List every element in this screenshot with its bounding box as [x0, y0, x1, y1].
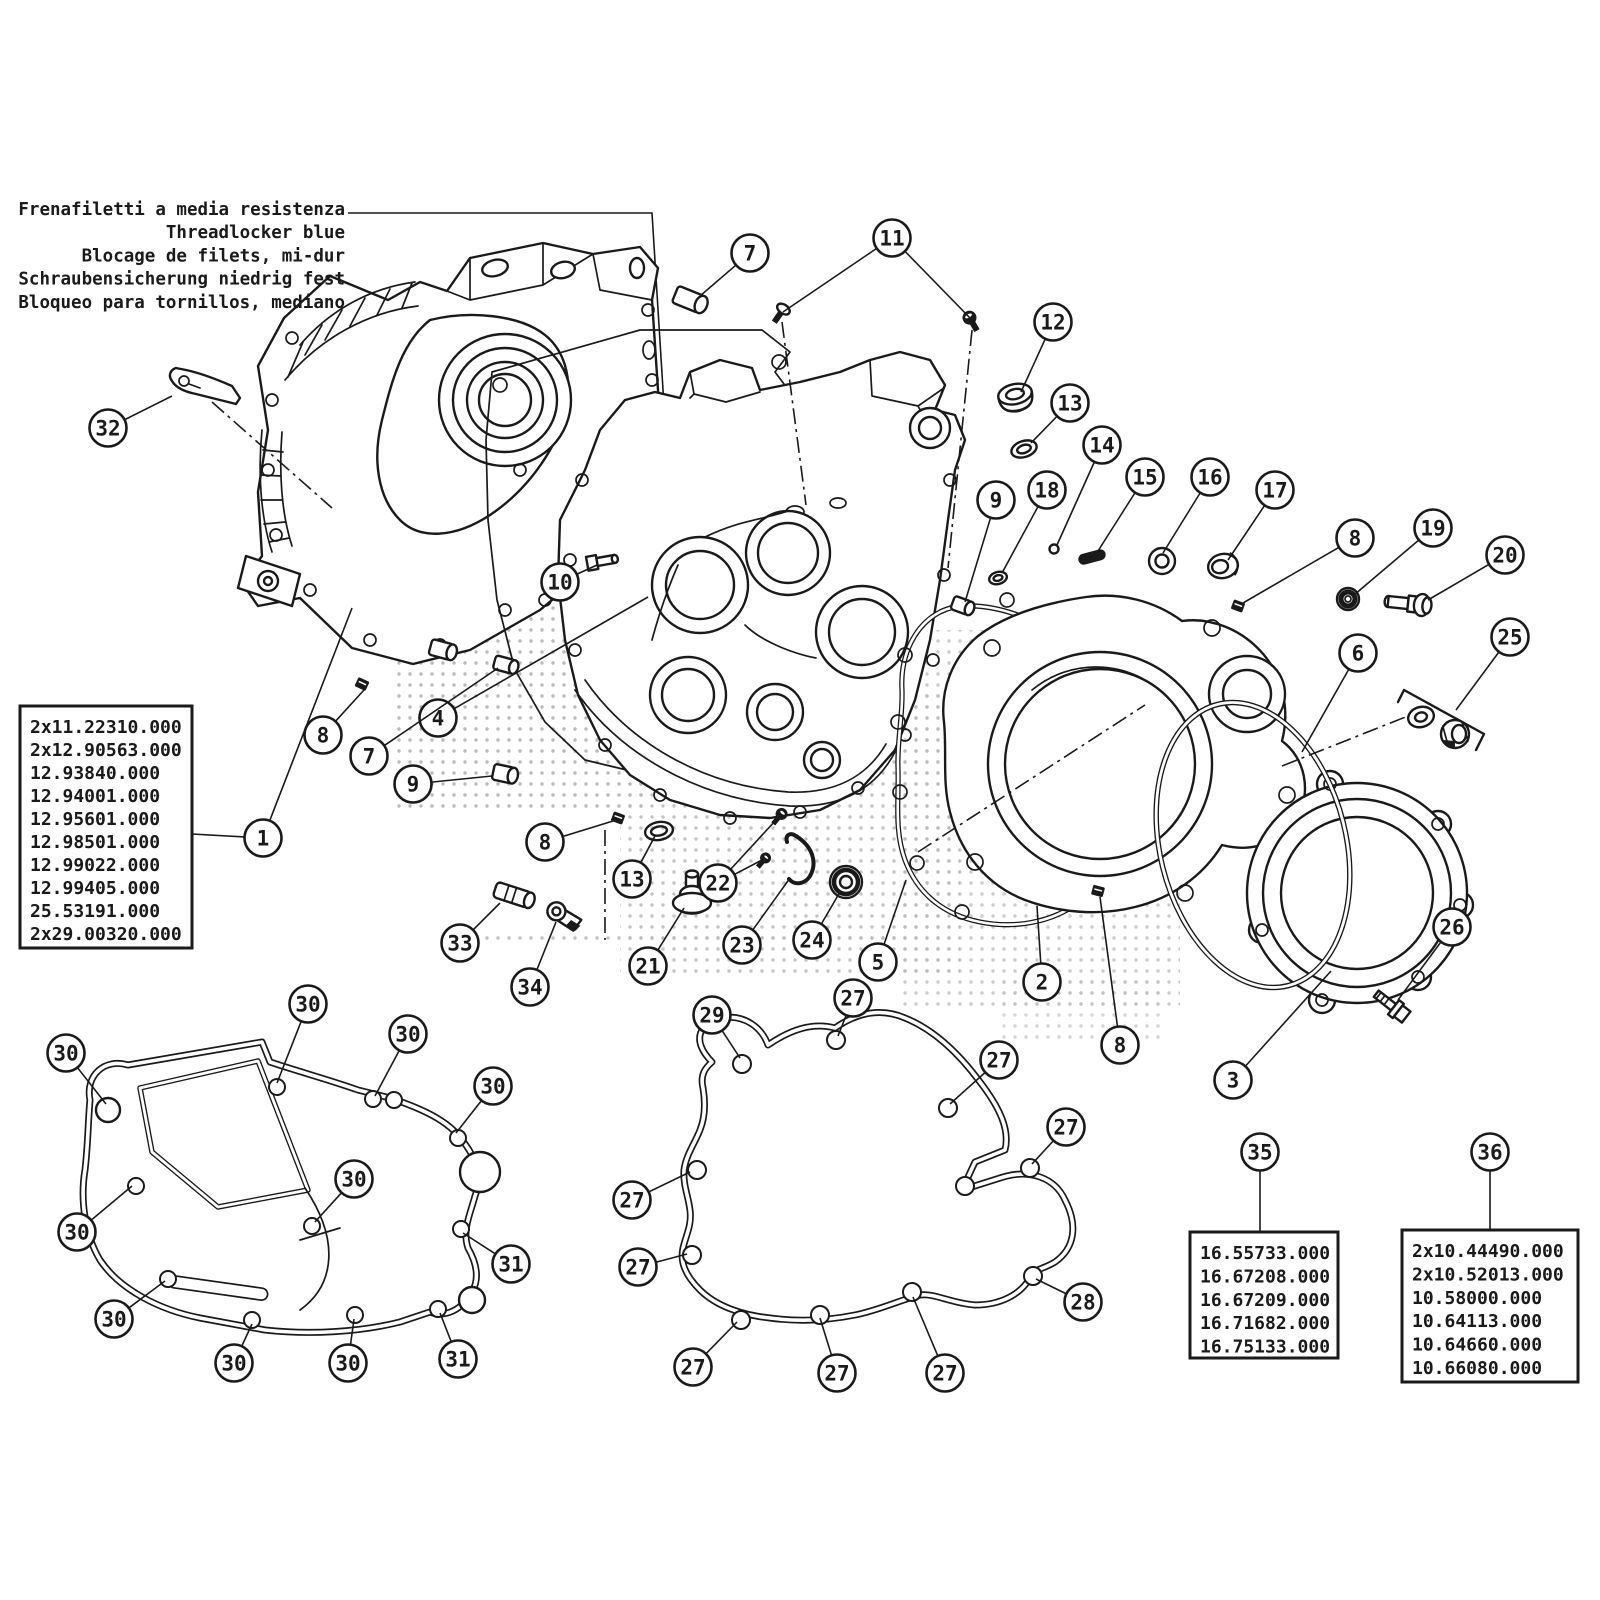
callout-35 [1242, 1134, 1279, 1233]
callout-number: 27 [625, 1255, 651, 1280]
callout-36 [1472, 1134, 1509, 1231]
leader-line [537, 922, 556, 970]
callout-20 [1428, 537, 1524, 601]
callout-30 [59, 1186, 133, 1251]
part-7-bushing-top [672, 286, 710, 315]
leader-line [1057, 462, 1094, 545]
part-19-washer [1337, 588, 1359, 610]
callout-number: 36 [1477, 1140, 1503, 1165]
leader-line [1031, 416, 1057, 443]
callout-30 [216, 1324, 253, 1382]
threadlocker-note-line: Bloqueo para tornillos, mediano [18, 292, 345, 313]
part-9-pin [950, 596, 976, 617]
part-18-oring [988, 570, 1008, 586]
callout-number: 15 [1132, 465, 1158, 490]
callout-30 [315, 1161, 373, 1223]
leader-line [965, 518, 991, 602]
callout-number: 8 [538, 830, 552, 855]
callout-number: 30 [335, 1351, 361, 1376]
leader-line [722, 1031, 740, 1058]
callout-number: 19 [1420, 516, 1446, 541]
callout-number: 34 [517, 975, 543, 1000]
leader-line [1021, 339, 1045, 392]
part-12-oil-plug [996, 381, 1035, 416]
callout-number: 5 [871, 950, 885, 975]
callout-number: 9 [989, 488, 1003, 513]
leader-line [1228, 505, 1265, 560]
callout-27 [620, 1249, 688, 1286]
part-13-oring-top [1009, 437, 1039, 460]
callout-number: 27 [619, 1188, 645, 1213]
callout-8 [527, 821, 614, 861]
callout-number: 3 [1226, 1068, 1240, 1093]
callout-27 [819, 1318, 856, 1392]
leader-line [270, 608, 352, 821]
leader-line [473, 903, 500, 930]
leader-line [913, 1297, 938, 1356]
part-number: 16.71682.000 [1200, 1313, 1331, 1335]
part-9-bushing [492, 764, 520, 785]
callout-number: 18 [1034, 478, 1060, 503]
callout-number: 9 [406, 772, 420, 797]
part-8-nut-a [1231, 599, 1246, 613]
callout-number: 31 [498, 1252, 524, 1277]
callout-number: 22 [705, 871, 731, 896]
callout-number: 4 [431, 706, 445, 731]
callout-number: 2 [1035, 970, 1049, 995]
leader-line [783, 248, 877, 312]
callout-number: 27 [1053, 1115, 1079, 1140]
leader-line [1163, 493, 1200, 553]
leader-line [1302, 669, 1349, 752]
callout-15 [1098, 459, 1164, 552]
callout-number: 27 [840, 986, 866, 1011]
callout-number: 30 [480, 1074, 506, 1099]
part-number: 10.64660.000 [1412, 1334, 1543, 1356]
leader-line [315, 1193, 342, 1222]
threadlocker-note-line: Schraubensicherung niedrig fest [18, 269, 345, 290]
leader-line [375, 1050, 399, 1096]
threadlocker-note-line: Blocage de filets, mi-dur [81, 246, 345, 267]
threadlocker-note-line: Threadlocker blue [165, 223, 345, 244]
part-number: 10.66080.000 [1412, 1358, 1543, 1379]
callout-27 [913, 1297, 964, 1392]
callout-number: 11 [879, 226, 905, 251]
leader-line [706, 1322, 737, 1354]
part-number: 16.55733.000 [1200, 1243, 1331, 1264]
callout-number: 35 [1247, 1140, 1273, 1165]
callout-6 [1302, 635, 1377, 753]
callout-number: 13 [619, 867, 645, 892]
part-number: 2x10.44490.000 [1412, 1241, 1564, 1262]
leader-line [91, 1186, 132, 1220]
part-25-nut [1441, 720, 1469, 748]
part-25-plate [1398, 690, 1484, 750]
threadlocker-note-line: Frenafiletti a media resistenza [18, 200, 345, 220]
callout-number: 30 [53, 1041, 79, 1066]
callout-number: 20 [1492, 543, 1518, 568]
callout-18 [1002, 472, 1066, 574]
callout-number: 6 [1351, 641, 1365, 666]
leader-line [905, 251, 970, 318]
part-number: 16.67209.000 [1200, 1289, 1331, 1311]
callout-28 [1036, 1279, 1102, 1321]
callout-number: 27 [986, 1048, 1012, 1073]
leader-line [820, 1318, 832, 1355]
callout-number: 26 [1439, 915, 1465, 940]
leader-line [1428, 564, 1489, 600]
part-8-nut-b [354, 677, 369, 691]
leader-line [456, 1101, 482, 1133]
callout-number: 30 [295, 992, 321, 1017]
part-34-bracket [545, 901, 584, 932]
leader-line [950, 1072, 985, 1104]
part-number: 2x29.00320.000 [30, 924, 182, 945]
callout-9 [965, 482, 1015, 603]
callout-number: 24 [799, 928, 825, 953]
callout-number: 8 [1113, 1033, 1127, 1058]
leader-line [335, 690, 364, 721]
callout-number: 28 [1070, 1290, 1096, 1315]
callout-number: 8 [1348, 526, 1362, 551]
part-number: 12.99022.000 [30, 855, 161, 876]
callout-number: 29 [699, 1003, 725, 1028]
leader-line [1243, 547, 1339, 603]
callout-number: 30 [101, 1307, 127, 1332]
leader-line [440, 1313, 451, 1342]
leader-line [700, 265, 736, 296]
part-20-bolt [1384, 590, 1433, 617]
callout-number: 30 [64, 1220, 90, 1245]
callout-27 [1032, 1109, 1085, 1165]
part-11-screw-left [769, 301, 792, 326]
callout-number: 21 [635, 954, 661, 979]
callout-number: 8 [316, 723, 330, 748]
clutch-cover-drawing [918, 596, 1305, 913]
callout-12 [1021, 304, 1072, 393]
left-crankcase-gasket-drawing [83, 1042, 500, 1332]
leader-line [1098, 493, 1135, 551]
part-33-roller [493, 882, 537, 910]
leader-line [1456, 652, 1499, 710]
callout-number: 30 [221, 1351, 247, 1376]
callout-13 [1031, 385, 1089, 444]
callout-7 [700, 235, 769, 297]
callout-number: 27 [824, 1361, 850, 1386]
part-14-ball [1050, 545, 1059, 554]
callout-number: 30 [395, 1022, 421, 1047]
callout-27 [950, 1042, 1018, 1105]
part-15-spring [1077, 548, 1107, 566]
part-number: 12.95601.000 [30, 809, 161, 830]
callout-number: 30 [341, 1167, 367, 1192]
callout-number: 17 [1262, 478, 1288, 503]
part-16-oring [1149, 548, 1175, 574]
callout-14 [1057, 427, 1121, 546]
callout-32 [90, 396, 173, 447]
callout-number: 32 [95, 416, 121, 441]
part-number: 12.99405.000 [30, 878, 161, 899]
callout-30 [456, 1068, 512, 1134]
callout-number: 1 [256, 826, 270, 851]
part-number: 10.58000.000 [1412, 1287, 1543, 1309]
callout-27 [614, 1172, 691, 1219]
callout-16 [1163, 459, 1229, 554]
part-number: 2x10.52013.000 [1412, 1264, 1564, 1286]
part-number: 12.93840.000 [30, 763, 161, 784]
part-number: 12.94001.000 [30, 786, 161, 807]
callout-17 [1228, 472, 1294, 561]
part-number: 12.98501.000 [30, 832, 161, 853]
callout-number: 13 [1057, 391, 1083, 416]
callout-number: 14 [1089, 433, 1115, 458]
callout-number: 23 [729, 933, 755, 958]
callout-number: 33 [447, 931, 473, 956]
callout-30 [375, 1016, 427, 1097]
part-numbers-box-36 [1402, 1230, 1578, 1382]
part-number: 16.67208.000 [1200, 1266, 1331, 1288]
part-number: 25.53191.000 [30, 901, 161, 922]
callout-25 [1456, 619, 1529, 711]
callout-number: 10 [547, 570, 573, 595]
callout-number: 12 [1040, 310, 1066, 335]
callout-number: 31 [445, 1347, 471, 1372]
part-numbers-box-35 [1190, 1232, 1338, 1358]
callout-number: 7 [362, 744, 376, 769]
part-32-plate [170, 368, 240, 404]
callout-number: 27 [932, 1361, 958, 1386]
callout-27 [675, 1322, 738, 1386]
part-17-cap [1206, 551, 1240, 581]
callout-number: 25 [1497, 625, 1523, 650]
part-number: 10.64113.000 [1412, 1311, 1543, 1333]
leader-line [1036, 1279, 1066, 1294]
leader-line [1002, 506, 1038, 573]
leader-line [125, 396, 172, 420]
part-number: 16.75133.000 [1200, 1336, 1331, 1358]
callout-number: 27 [680, 1355, 706, 1380]
part-numbers-box-1 [20, 706, 192, 948]
part-25-seal [1406, 704, 1436, 730]
callout-31 [440, 1313, 477, 1378]
part-24-oil-seal [830, 866, 862, 898]
part-number: 2x11.22310.000 [30, 717, 182, 738]
callout-number: 16 [1197, 465, 1223, 490]
leader-line [1032, 1141, 1053, 1164]
callout-11 [783, 220, 970, 319]
part-number: 2x12.90563.000 [30, 740, 182, 761]
callout-number: 7 [743, 241, 757, 266]
leader-line [192, 834, 245, 837]
